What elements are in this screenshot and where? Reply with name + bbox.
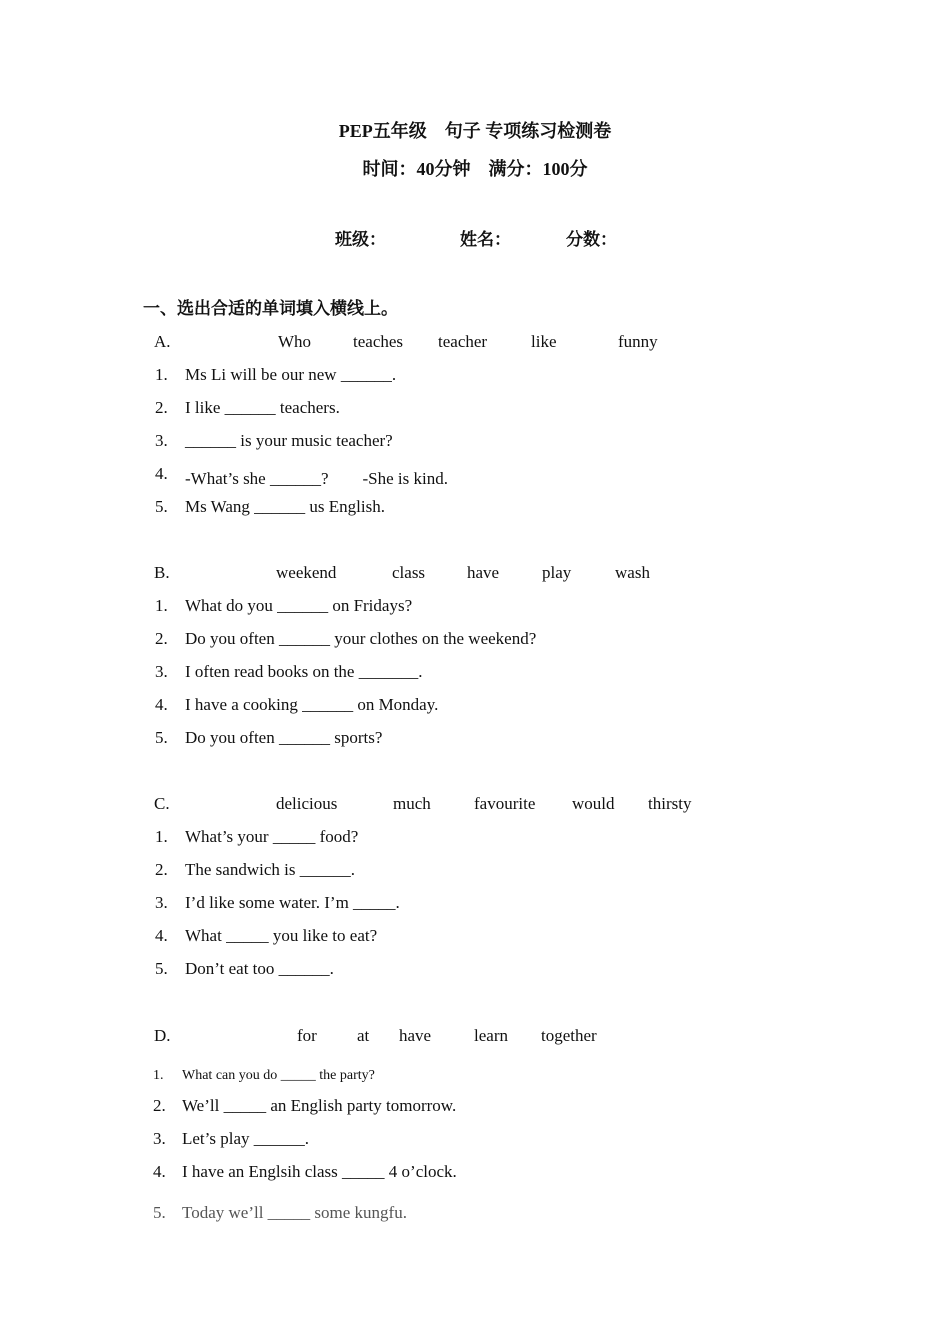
group-label: D. bbox=[154, 1026, 171, 1045]
question-number: 1. bbox=[153, 1068, 164, 1083]
question-text: The sandwich is ______. bbox=[185, 860, 355, 879]
name-label: 姓名： bbox=[460, 230, 511, 249]
question-text: What can you do _____ the party? bbox=[182, 1068, 375, 1083]
question-number: 1. bbox=[155, 827, 168, 846]
question-number: 3. bbox=[155, 662, 168, 681]
word-bank-item: funny bbox=[618, 332, 658, 351]
question-text: What’s your _____ food? bbox=[185, 827, 359, 846]
question-text: ______ is your music teacher? bbox=[185, 431, 393, 450]
word-bank-item: for bbox=[297, 1026, 317, 1045]
question-number: 4. bbox=[155, 464, 168, 483]
question-number: 3. bbox=[153, 1129, 166, 1148]
question-number: 5. bbox=[155, 497, 168, 516]
question-number: 4. bbox=[155, 926, 168, 945]
question-number: 2. bbox=[155, 629, 168, 648]
word-bank-item: play bbox=[542, 563, 572, 582]
question-text: Today we’ll _____ some kungfu. bbox=[182, 1203, 407, 1222]
question-number: 2. bbox=[155, 398, 168, 417]
question-text: Don’t eat too ______. bbox=[185, 959, 334, 978]
word-bank-item: teaches bbox=[353, 332, 404, 351]
question-number: 3. bbox=[155, 431, 168, 450]
word-bank-item: much bbox=[393, 794, 431, 813]
question-number: 5. bbox=[155, 728, 168, 747]
word-bank-item: like bbox=[531, 332, 557, 351]
page-title: PEP五年级 句子 专项练习检测卷 bbox=[338, 121, 612, 141]
question-text: We’ll _____ an English party tomorrow. bbox=[182, 1096, 457, 1115]
question-text: I have a cooking ______ on Monday. bbox=[185, 695, 439, 714]
word-bank-item: teacher bbox=[438, 332, 488, 351]
word-bank-item: at bbox=[357, 1026, 370, 1045]
score-label: 分数： bbox=[566, 230, 617, 249]
question-number: 2. bbox=[153, 1096, 166, 1115]
word-bank-item: Who bbox=[278, 332, 312, 351]
question-text: Do you often ______ sports? bbox=[185, 728, 383, 747]
word-bank-item: together bbox=[541, 1026, 597, 1045]
word-bank-item: thirsty bbox=[648, 794, 692, 813]
word-bank-item: have bbox=[467, 563, 500, 582]
question-text: I’d like some water. I’m _____. bbox=[185, 893, 400, 912]
question-text: I like ______ teachers. bbox=[185, 398, 340, 417]
question-number: 3. bbox=[155, 893, 168, 912]
section-title: 一、选出合适的单词填入横线上。 bbox=[143, 299, 398, 318]
question-number: 4. bbox=[153, 1162, 166, 1181]
group-label: B. bbox=[154, 563, 170, 582]
question-text: I often read books on the _______. bbox=[185, 662, 423, 681]
word-bank-item: have bbox=[399, 1026, 432, 1045]
question-text: I have an Englsih class _____ 4 o’clock. bbox=[182, 1162, 457, 1181]
question-number: 4. bbox=[155, 695, 168, 714]
class-label: 班级： bbox=[335, 230, 386, 249]
question-text: What _____ you like to eat? bbox=[185, 926, 378, 945]
word-bank-item: weekend bbox=[276, 563, 337, 582]
word-bank-item: learn bbox=[474, 1026, 508, 1045]
question-text: What do you ______ on Fridays? bbox=[185, 596, 413, 615]
question-number: 5. bbox=[155, 959, 168, 978]
word-bank-item: delicious bbox=[276, 794, 338, 813]
question-number: 1. bbox=[155, 596, 168, 615]
question-text: -What’s she ______? -She is kind. bbox=[185, 469, 448, 488]
word-bank-item: favourite bbox=[474, 794, 536, 813]
question-text: Ms Wang ______ us English. bbox=[185, 497, 385, 516]
question-number: 5. bbox=[153, 1203, 166, 1222]
group-label: A. bbox=[154, 332, 171, 351]
question-number: 1. bbox=[155, 365, 168, 384]
group-label: C. bbox=[154, 794, 170, 813]
word-bank-item: would bbox=[572, 794, 615, 813]
word-bank-item: wash bbox=[615, 563, 650, 582]
question-number: 2. bbox=[155, 860, 168, 879]
question-text: Do you often ______ your clothes on the weekend? bbox=[185, 629, 537, 648]
exam-time-score-info: 时间：40分钟 满分：100分 bbox=[362, 159, 588, 179]
question-text: Ms Li will be our new ______. bbox=[185, 365, 397, 384]
word-bank-item: class bbox=[392, 563, 426, 582]
question-text: Let’s play ______. bbox=[182, 1129, 310, 1148]
